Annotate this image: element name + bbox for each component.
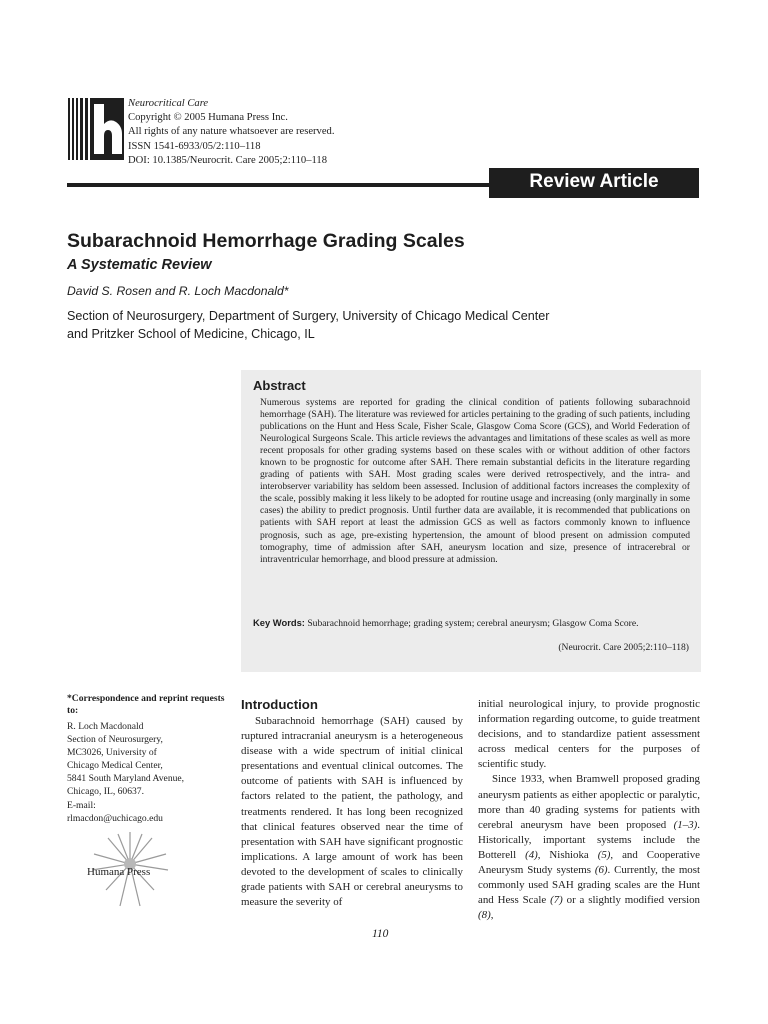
text-run: or a slightly modified version: [562, 894, 701, 907]
issn-line: ISSN 1541-6933/05/2:110–118: [128, 140, 261, 152]
citation-ref: (1–3): [673, 818, 698, 831]
text-run: Since 1933, when Bramwell proposed grading aneurysm patients as either apoplectic or paralytic, more than 40 grading systems for patients with cerebral aneurysm have been proposed: [478, 773, 700, 831]
rights-line: All rights of any nature whatsoever are reserved.: [128, 126, 335, 138]
body-column-left: [241, 714, 463, 910]
text-run: . Historically, important systems include the Botterell: [478, 818, 700, 861]
email-line: rlmacdon@uchicago.edu: [67, 812, 163, 824]
affiliation-line: Section of Neurosurgery, Department of Surgery, University of Chicago Medical Center: [67, 309, 550, 323]
address-line: E-mail:: [67, 799, 96, 811]
citation-ref: (4): [525, 848, 538, 861]
article-authors: David S. Rosen and R. Loch Macdonald*: [67, 284, 289, 298]
correspondence-address: [67, 720, 184, 825]
article-type-banner: Review Article: [489, 168, 699, 198]
keywords-label: Key Words:: [253, 617, 305, 628]
paragraph: [478, 772, 700, 923]
abstract-heading: Abstract: [253, 378, 306, 393]
abstract-citation: (Neurocrit. Care 2005;2:110–118): [558, 642, 689, 653]
address-line: Chicago Medical Center,: [67, 760, 163, 772]
citation-ref: (8): [478, 909, 491, 922]
abstract-body: Numerous systems are reported for grading the clinical condition of patients following subarachnoid hemorrhage (SAH). The literature was reviewed for articles pertaining to the grading of such patients, including publications on the Hunt and Hess Scale, Fisher Scale, Glasgow Coma Score (GCS), and World Federation of Neurological Surgeons Scale. This article reviews the advantages and limitations of these scales as well as more recent proposals for other grading systems based on these scales with or without addition of other factors known to be prognostic for outcome after SAH. There remain substantial deficits in the literature regarding grading of patients with SAH. Most grading scales were derived retrospectively, and the intra- and interobserver variability has seldom been assessed. Inclusion of additional factors increases the complexity of the scale, possibly making it less likely to be adopted for routine usage and increasing (only marginally in some cases) the ability to predict prognosis. Until further data are available, it is recommended that publications on patients with SAH report at least the admission GCS as well as factors commonly known to influence prognosis, such as age, pre-existing hypertension, the amount of blood present on admission computed tomography, time of admission after SAH, aneurysm location and size, presence of intracerebral or intraventricular hemorrhage, and blood pressure at admission.: [260, 397, 690, 565]
affiliation-line: and Pritzker School of Medicine, Chicago, IL: [67, 327, 315, 341]
address-line: 5841 South Maryland Avenue,: [67, 773, 185, 785]
copyright-line: Copyright © 2005 Humana Press Inc.: [128, 112, 288, 124]
article-title: Subarachnoid Hemorrhage Grading Scales: [67, 230, 465, 252]
address-line: Section of Neurosurgery,: [67, 734, 163, 746]
citation-ref: (6): [594, 864, 608, 877]
journal-name: Neurocritical Care: [128, 98, 209, 109]
article-subtitle: A Systematic Review: [67, 257, 212, 273]
citation-ref: (5): [597, 848, 611, 861]
affiliation: [67, 307, 550, 343]
doi-line: DOI: 10.1385/Neurocrit. Care 2005;2:110–118: [128, 154, 327, 166]
keywords: [253, 616, 685, 630]
text-run: ,: [490, 909, 494, 922]
text-run: . Currently, the most commonly used SAH grading scales are the Hunt and Hess Scale: [478, 864, 700, 907]
paragraph: initial neurological injury, to provide prognostic information regarding outcome, to guide treatment decisions, and to standardize patient assessment across medical centers for the purposes of scientific study.: [478, 698, 700, 771]
address-line: R. Loch Macdonald: [67, 721, 144, 732]
citation-ref: (7): [550, 894, 563, 907]
body-column-right: [478, 697, 700, 923]
text-run: , and Cooperative Aneurysm Study systems: [478, 848, 700, 877]
introduction-heading: Introduction: [241, 697, 318, 712]
address-line: MC3026, University of: [67, 747, 157, 759]
abstract-box: [241, 370, 701, 672]
paragraph: Subarachnoid hemorrhage (SAH) caused by ruptured intracranial aneurysm is a heterogeneous disease with a wide spectrum of initial clinical presentations and eventual clinical outcomes. The outcome of patients with SAH is influenced by factors related to the patient, the pathology, and treatments rendered. It has long been recognized that clinical features observed near the time of presentation with SAH have significant prognostic implications. A large amount of work has been devoted to the development of scales to clinically grade patients with SAH or cerebral aneurysms to measure the severity of: [241, 715, 463, 909]
text-run: , Nishioka: [537, 848, 598, 861]
page-number: 110: [372, 928, 389, 940]
address-line: Chicago, IL, 60637.: [67, 786, 145, 798]
publisher-logo-text: Humana Press: [87, 866, 151, 878]
humana-h-logo: [68, 98, 124, 160]
journal-info: [128, 97, 335, 168]
correspondence-heading: *Correspondence and reprint requests to:: [67, 693, 225, 716]
keywords-text: Subarachnoid hemorrhage; grading system; cerebral aneurysm; Glasgow Coma Score.: [307, 618, 639, 629]
